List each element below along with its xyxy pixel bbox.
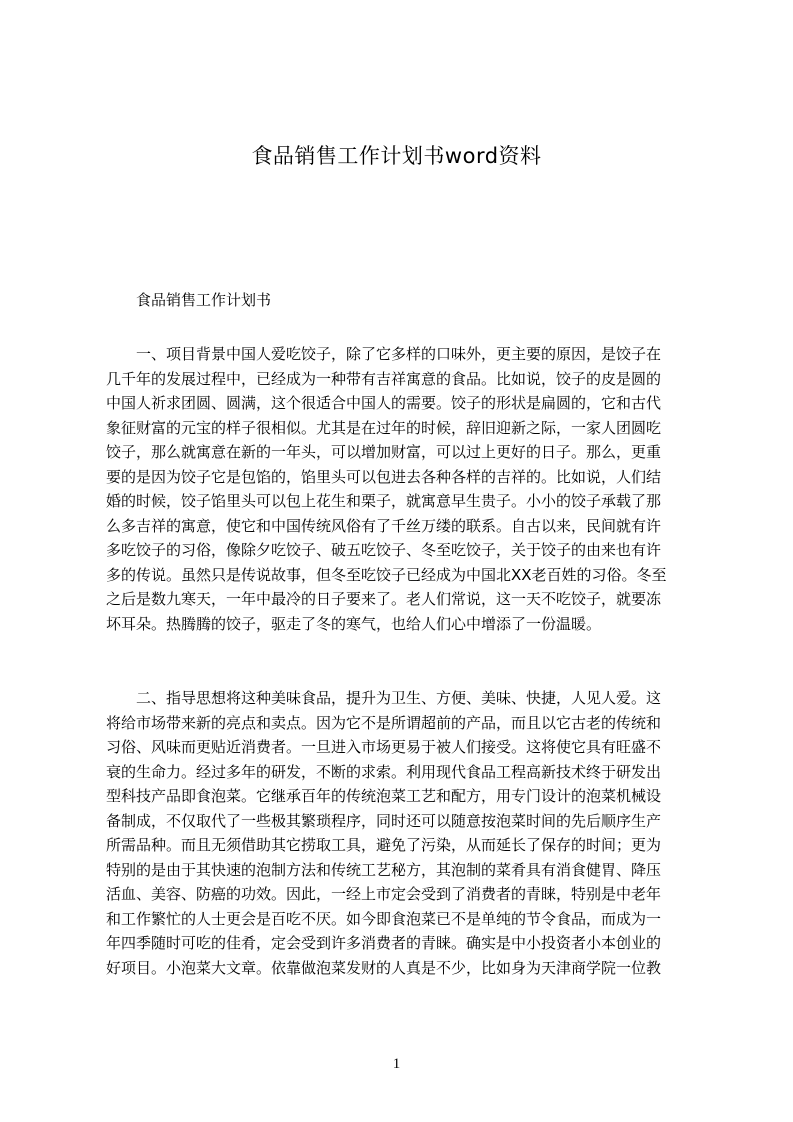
text-line: 多吃饺子的习俗，像除夕吃饺子、破五吃饺子、冬至吃饺子，关于饺子的由来也有许 [106, 541, 662, 559]
text-line: 要的是因为饺子它是包馅的，馅里头可以包进去各种各样的吉祥的。比如说，人们结 [106, 467, 662, 486]
text-line: 好项目。小泡菜大文章。依靠做泡菜发财的人真是不少，比如身为天津商学院一位教 [106, 958, 662, 977]
paragraph-guiding-ideology [106, 686, 698, 980]
text-line: 年四季随时可吃的佳肴，定会受到许多消费者的青睐。确实是中小投资者小本创业的 [106, 934, 662, 952]
text-line: 型科技产品即食泡菜。它继承百年的传统泡菜工艺和配方，用专门设计的泡菜机械设 [106, 787, 662, 805]
text-line: 和工作繁忙的人士更会是百吃不厌。如今即食泡菜已不是单纯的节令食品，而成为一 [106, 909, 662, 928]
text-line: 所需品种。而且无须借助其它捞取工具，避免了污染，从而延长了保存的时间；更为 [106, 836, 662, 854]
paragraph-project-background [106, 342, 698, 636]
text-line: 活血、美容、防癌的功效。因此，一经上市定会受到了消费者的青睐，特别是中老年 [106, 885, 662, 903]
document-subtitle: 食品销售工作计划书 [136, 291, 272, 309]
text-line: 婚的时候，饺子馅里头可以包上花生和栗子，就寓意早生贵子。小小的饺子承载了那 [106, 492, 662, 510]
text-line: 饺子，那么就寓意在新的一年头，可以增加财富，可以过上更好的日子。那么，更重 [106, 443, 662, 461]
text-line: 特别的是由于其快速的泡制方法和传统工艺秘方，其泡制的菜肴具有消食健胃、降压 [106, 860, 662, 879]
document-title: 食品销售工作计划书word资料 [251, 144, 542, 168]
page-number: 1 [392, 1056, 401, 1072]
text-line: 几千年的发展过程中，已经成为一种带有吉祥寓意的食品。比如说，饺子的皮是圆的 [106, 369, 662, 388]
text-line: 之后是数九寒天，一年中最冷的日子要来了。老人们常说，这一天不吃饺子，就要冻 [106, 590, 662, 608]
text-line: 备制成，不仅取代了一些极其繁琐程序，同时还可以随意按泡菜时间的先后顺序生产 [106, 811, 662, 830]
text-line: 中国人祈求团圆、圆满，这个很适合中国人的需要。饺子的形状是扁圆的，它和古代 [106, 394, 662, 412]
text-line: 坏耳朵。热腾腾的饺子，驱走了冬的寒气，也给人们心中增添了一份温暖。 [106, 614, 602, 633]
text-line: 将给市场带来新的亮点和卖点。因为它不是所谓超前的产品，而且以它古老的传统和 [106, 713, 662, 732]
text-line: 衰的生命力。经过多年的研发，不断的求索。利用现代食品工程高新技术终于研发出 [106, 762, 662, 781]
text-line: 二、指导思想将这种美味食品，提升为卫生、方便、美味、快捷，人见人爱。这 [106, 689, 662, 707]
text-line: 一、项目背景中国人爱吃饺子，除了它多样的口味外，更主要的原因，是饺子在 [106, 345, 662, 363]
text-line: 习俗、风味而更贴近消费者。一旦进入市场更易于被人们接受。这将使它具有旺盛不 [106, 738, 662, 756]
text-line: 象征财富的元宝的样子很相似。尤其是在过年的时候，辞旧迎新之际，一家人团圆吃 [106, 418, 662, 437]
text-line: 么多吉祥的寓意，使它和中国传统风俗有了千丝万缕的联系。自古以来，民间就有许 [106, 516, 662, 535]
text-line: 多的传说。虽然只是传说故事，但冬至吃饺子已经成为中国北XX老百姓的习俗。冬至 [106, 565, 667, 584]
